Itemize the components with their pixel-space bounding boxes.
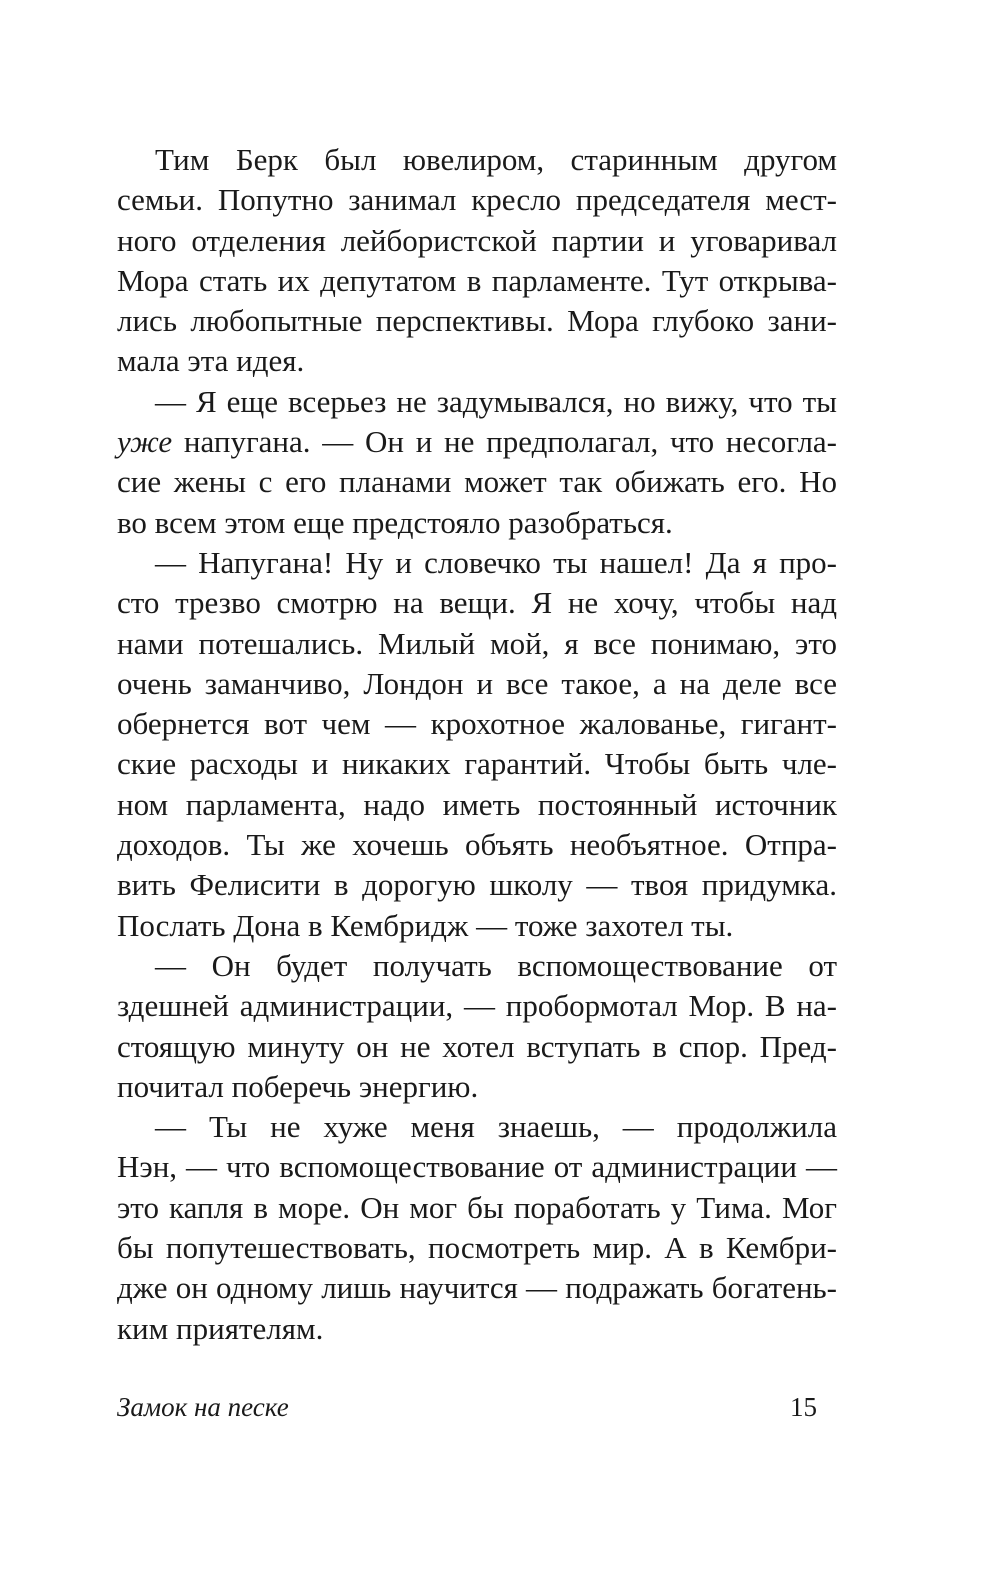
text-line	[117, 422, 837, 462]
text-line: сто трезво смотрю на вещи. Я не хочу, чтобы над	[117, 585, 837, 621]
text-line: мала эта идея.	[117, 343, 305, 379]
italic-word: уже	[117, 424, 173, 460]
page-number: 15	[790, 1392, 817, 1422]
text-line: ном парламента, надо иметь постоянный источник	[117, 786, 837, 822]
text-line: здешней администрации, — пробормотал Мор. В на-	[117, 988, 837, 1024]
text-line: очень заманчиво, Лондон и все такое, а на деле все	[117, 665, 837, 701]
text-line: Мора стать их депутатом в парламенте. Тут открыва-	[117, 262, 837, 298]
text-line: Послать Дона в Кембридж — тоже захотел ты.	[117, 907, 734, 943]
text-line: — Напугана! Ну и словечко ты нашел! Да я про-	[155, 544, 837, 580]
text-line: семьи. Попутно занимал кресло председателя мест-	[117, 182, 837, 218]
text-segment: напугана. — Он и не предполагал, что несогла-	[172, 424, 837, 460]
text-line: почитал поберечь энергию.	[117, 1068, 479, 1104]
text-line: ким приятелям.	[117, 1310, 324, 1346]
text-line: обернется вот чем — крохотное жалованье, гигант-	[117, 706, 837, 742]
text-line: во всем этом еще предстояло разобраться.	[117, 504, 673, 540]
text-line: лись любопытные перспективы. Мора глубоко зани-	[117, 303, 837, 339]
text-line: Нэн, — что вспомоществование от администрации —	[117, 1149, 837, 1185]
page-body	[117, 140, 837, 1349]
text-line: вить Фелисити в дорогую школу — твоя придумка.	[117, 867, 837, 903]
text-line: — Я еще всерьез не задумывался, но вижу, что ты	[155, 383, 837, 419]
text-line: — Он будет получать вспомоществование от	[155, 947, 837, 983]
page-footer	[117, 1387, 817, 1427]
text-line: сие жены с его планами может так обижать его. Но	[117, 464, 837, 500]
text-line: стоящую минуту он не хотел вступать в спор. Пред-	[117, 1028, 837, 1064]
text-line: Тим Берк был ювелиром, старинным другом	[155, 142, 837, 177]
running-title: Замок на песке	[117, 1392, 289, 1422]
text-line: ного отделения лейбористской партии и уговаривал	[117, 222, 837, 258]
text-line: бы попутешествовать, посмотреть мир. А в Кембри-	[117, 1230, 837, 1266]
text-line: это капля в море. Он мог бы поработать у Тима. Мог	[117, 1189, 837, 1225]
text-line: дже он одному лишь научится — подражать богатень-	[117, 1270, 837, 1306]
text-line: ские расходы и никаких гарантий. Чтобы быть чле-	[117, 746, 837, 782]
text-line: доходов. Ты же хочешь объять необъятное. Отпра-	[117, 827, 837, 863]
text-line: — Ты не хуже меня знаешь, — продолжила	[155, 1109, 837, 1145]
text-line: нами потешались. Милый мой, я все понимаю, это	[117, 625, 837, 661]
